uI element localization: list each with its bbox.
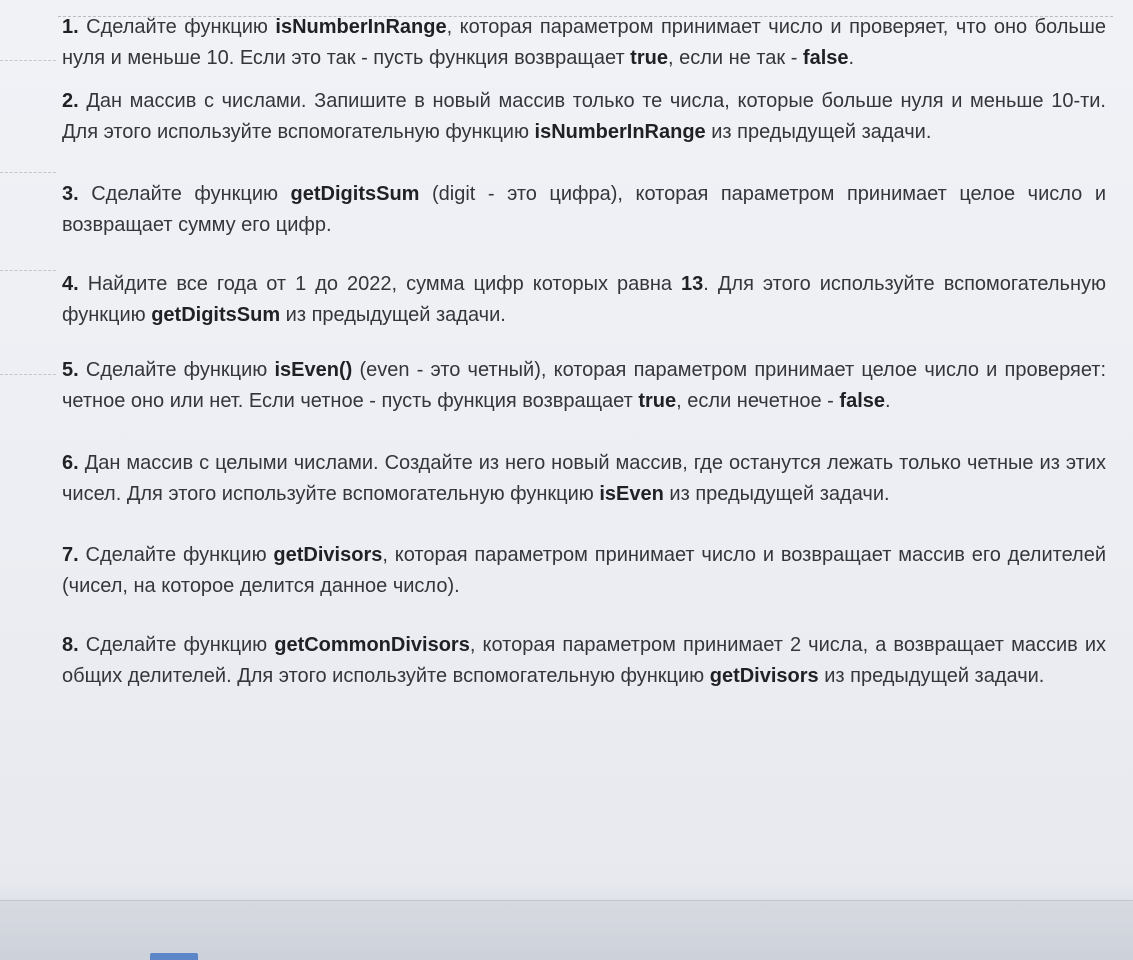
left-guide-line — [0, 374, 56, 375]
function-name: getDivisors — [709, 665, 819, 687]
left-guide-line — [0, 270, 56, 271]
keyword: true — [638, 390, 677, 412]
keyword: false — [839, 390, 885, 412]
task-number: 7. — [62, 544, 79, 566]
left-guide-line — [0, 172, 56, 173]
task-number: 3. — [62, 183, 79, 205]
task-number: 6. — [62, 452, 79, 474]
task-number: 1. — [62, 16, 79, 38]
task-item: 5. Сделайте функцию isEven() (even - это четный), которая параметром принимает целое число и проверяет: четное оно или нет. Если четное - пусть функция возвращает true, если нечетное - false. — [62, 359, 1107, 412]
task-number: 5. — [62, 359, 79, 381]
keyword: true — [630, 47, 668, 69]
function-name: getCommonDivisors — [274, 634, 470, 656]
left-guide-line — [0, 60, 56, 61]
task-item: 2. Дан массив с числами. Запишите в новый массив только те числа, которые больше нуля и меньше 10-ти. Для этого используйте вспомогательную функцию isNumberInRange из предыдущей задачи. — [62, 90, 1106, 143]
task-list — [62, 12, 1106, 692]
function-name: getDivisors — [273, 544, 383, 566]
task-item: 4. Найдите все года от 1 до 2022, сумма цифр которых равна 13. Для этого используйте вспомогательную функцию getDigitsSum из предыдущей задачи. — [62, 273, 1106, 326]
function-name: isEven — [599, 483, 664, 505]
task-item: 8. Сделайте функцию getCommonDivisors, которая параметром принимает 2 числа, а возвращает массив их общих делителей. Для этого используйте вспомогательную функцию getDivisors из предыдущей задачи. — [62, 634, 1107, 687]
task-item: 3. Сделайте функцию getDigitsSum (digit - это цифра), которая параметром принимает целое число и возвращает сумму его цифр. — [62, 183, 1106, 236]
taskbar-tab[interactable] — [150, 953, 198, 960]
task-item: 1. Сделайте функцию isNumberInRange, которая параметром принимает число и проверяет, что оно больше нуля и меньше 10. Если это так - пусть функция возвращает true, если не так - false. — [62, 16, 1106, 69]
keyword: false — [802, 47, 849, 69]
keyword: 13 — [681, 273, 704, 295]
task-number: 8. — [62, 634, 79, 656]
task-number: 4. — [62, 273, 79, 295]
function-name: isNumberInRange — [275, 16, 447, 38]
task-number: 2. — [62, 90, 79, 112]
task-item: 6. Дан массив с целыми числами. Создайте из него новый массив, где останутся лежать только четные из этих чисел. Для этого используйте вспомогательную функцию isEven из предыдущей задачи. — [62, 452, 1106, 505]
function-name: isEven() — [274, 359, 353, 381]
task-item: 7. Сделайте функцию getDivisors, которая параметром принимает число и возвращает массив его делителей (чисел, на которое делится данное число). — [62, 544, 1106, 597]
function-name: getDigitsSum — [290, 183, 420, 205]
function-name: getDigitsSum — [151, 304, 281, 326]
window-bottom-bar — [0, 900, 1133, 960]
function-name: isNumberInRange — [534, 121, 706, 143]
